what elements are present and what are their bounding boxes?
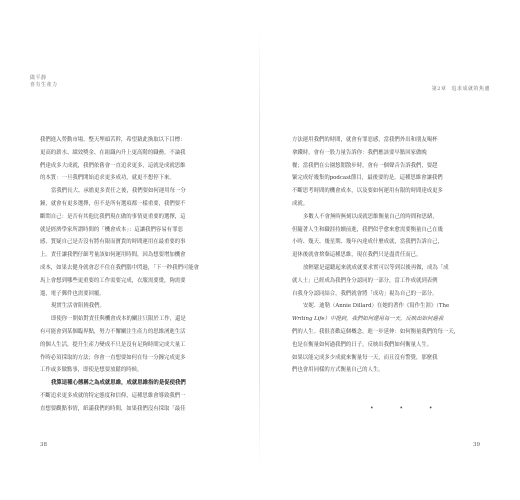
text-line: 多數人不會無時無刻以成就思維衡量自己的時間和思緒， <box>303 213 438 220</box>
right-page <box>260 0 520 500</box>
text-line: 也是在衡量如何過我們的日子，反映出我們如何衡量人生。 <box>292 341 433 348</box>
text-line: 緊完成好幾集的podcast節目，最後要的是，這種思維會讓我們 <box>292 175 443 182</box>
left-body-text <box>40 134 226 416</box>
text-line: 斷問自己：是否有其他比我們現在做的事情更重要的選擇，這 <box>40 213 186 220</box>
text-line: 放輕鬆是還聽起來就成就要求實可以等到以後再做，成為「成 <box>303 264 449 271</box>
text-line: 鐘，就會有更多選擇，但不是所有選項都一樣重要，我們要不 <box>40 200 186 207</box>
text-line: 更高的薪水、績效獎金、在組織內升上更高階的職務。不論我 <box>40 149 186 156</box>
text-line: 安妮．迪勒（Annie Dillard）在她的著作《寫作生涯》（The <box>303 303 450 310</box>
text-line: 成就。 <box>292 200 309 207</box>
text-line: 但隨著人生和職涯持續前進，我們似乎愈來愈需要衡量自己在幾 <box>292 226 443 233</box>
text-line: 的本質：一旦我們開始追求更多成功，就更不想停下來。 <box>40 175 175 182</box>
text-line: 成本，如果去健身就會忍不住在我們腦中閃過，「下一秒我們可能會 <box>40 264 200 271</box>
text-line: 的個人生活，提升生產力變成不只是沒有足夠時間完成大量工 <box>40 341 186 348</box>
text-line: 我們進入勞動市場，整天埋頭苦幹，希望藉此換取以下目標： <box>40 137 186 143</box>
text-line: 如果以能完成多少成就來衡量每一天，而且沒有警覺，那麼我 <box>292 354 438 361</box>
text-line: 餐；當我們在公園悠閒散步時，會有一個聲音告訴我們，要趕 <box>292 162 438 169</box>
text-line: 我算這種心態稱之為成就思維，成就思維指的是促使我們 <box>51 380 186 387</box>
text-line: 有可能會到某個臨界點，努力不懈關注生產力的思維湧進生活 <box>40 328 186 335</box>
right-body-text <box>292 134 478 377</box>
right-page-number: 39 <box>473 442 480 448</box>
left-running-head <box>30 75 58 89</box>
text-line: 即使你一開始對責任與機會成本的關注只限於工作，還是 <box>51 316 186 323</box>
text-line: 自我身分認同結合，我們就會將「成功」視為自己的一部分。 <box>292 290 438 297</box>
text-line: 拿鐵時，會有一股力量告訴你：我們應該要早點回家做晚 <box>292 149 427 156</box>
text-line: 馬上會想到哪些更重要的工作需要完成，衣服需要燙，夠需要 <box>40 277 186 284</box>
section-separator: • • • <box>370 405 445 412</box>
text-line: 們的人生。我很喜歡這個概念，進一步延伸：如何衡量我們的每一天， <box>292 328 460 335</box>
text-line: 就是經濟學家所謂時間的「機會成本」：這讓我們容易有罪惡 <box>40 226 183 233</box>
text-line: Writing Life）中提到，我們如何運用每一天，反映出如何過我 <box>292 316 444 323</box>
text-line: 退休後就會捨棄這種思維，現在我們只是盡責任而已。 <box>292 252 422 259</box>
text-line: 遛，電子郵件也需要回覆。 <box>40 290 105 297</box>
book-title: 做平靜 <box>30 75 47 81</box>
text-line: 感，質疑自己是否沒有將有限而寶貴的時間運用在最重要的事 <box>40 239 186 246</box>
text-line: 工作或多做點事，即使是想要放鬆的時候。 <box>40 367 143 374</box>
text-line: 不斷追求更多成就的特定態度和信仰，這種思維會導致我們一 <box>40 392 186 399</box>
text-line: 們達成多大成就，我們依舊會一直追求更多，這就是成就思維 <box>40 162 186 169</box>
text-line: 不斷思考時間的機會成本，以及要如何運用有限的時間達成更多 <box>292 188 443 195</box>
left-page-number: 38 <box>40 442 47 448</box>
text-line: 就人士」已經成為我們身分認同的一部分，當工作成就到表例 <box>292 277 438 284</box>
text-line: 方法運用我們的時間，就會有罪惡感，當我們外出和朋友喝杯 <box>292 137 438 143</box>
right-running-head <box>432 86 490 93</box>
text-line: 上。責任讓我們仔細考量該如何運用時間，因為想要增加機會 <box>40 252 186 259</box>
text-line: 小時、幾天、幾星期、幾年內達成什麼成就，當我們告訴自己， <box>292 239 443 246</box>
text-line: 作時必須採取的方法；你會一直想要如何在每一分鐘完成更多 <box>40 354 186 361</box>
book-subtitle: 喜有生產力 <box>30 82 58 88</box>
chapter-title: 追求成就的焦慮 <box>451 86 490 92</box>
text-line: 直想要觀點事情，紙滿我們的時間，如果我們沒有採取「最佳 <box>40 405 186 412</box>
text-line: 們也會用同樣的方式衡量自己的人生。 <box>292 367 384 374</box>
text-line: 當我們長大、承擔更多責任之後，我們要如何運用每一分 <box>51 188 186 195</box>
text-line: 現實生活會阻撓我們。 <box>51 303 105 310</box>
chapter-number: 第2章 <box>431 86 447 92</box>
